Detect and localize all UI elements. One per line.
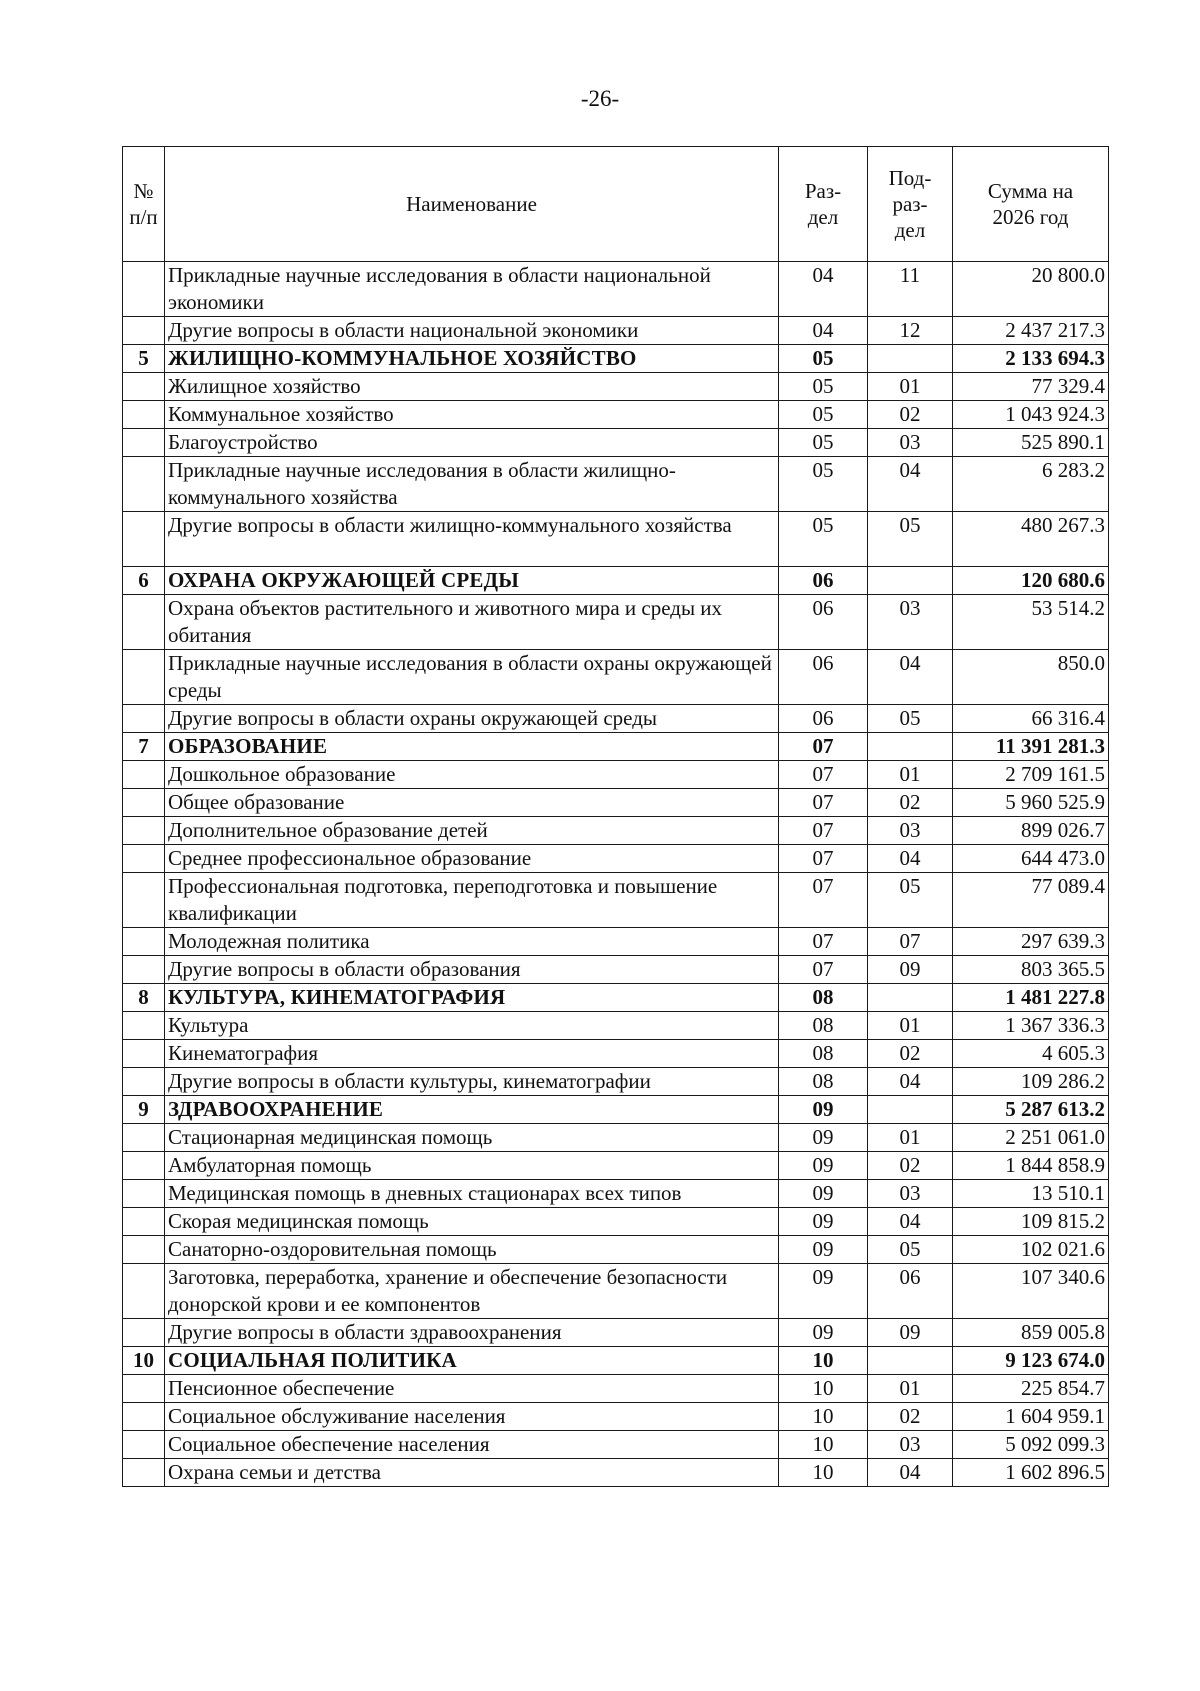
row-name-cell: Дошкольное образование (165, 761, 779, 789)
row-section-cell: 09 (779, 1319, 868, 1347)
row-name-cell: Прикладные научные исследования в области жилищно-коммунального хозяйства (165, 457, 779, 512)
row-number-cell (123, 650, 165, 705)
row-name-cell: Прикладные научные исследования в области национальной экономики (165, 262, 779, 317)
row-number-cell (123, 705, 165, 733)
row-sum-cell: 13 510.1 (953, 1180, 1109, 1208)
row-sum-cell: 4 605.3 (953, 1040, 1109, 1068)
row-name-cell: Кинематография (165, 1040, 779, 1068)
row-number-cell (123, 845, 165, 873)
row-section-cell: 09 (779, 1152, 868, 1180)
row-number-cell (123, 1236, 165, 1264)
header-num: № п/п (123, 147, 165, 262)
row-number-cell: 5 (123, 345, 165, 373)
row-section-cell: 08 (779, 1040, 868, 1068)
row-number-cell (123, 1152, 165, 1180)
row-subsection-cell (868, 567, 953, 595)
table-row (123, 845, 1109, 873)
row-section-cell: 06 (779, 567, 868, 595)
row-sum-cell: 53 514.2 (953, 595, 1109, 650)
row-section-cell: 10 (779, 1375, 868, 1403)
row-subsection-cell: 02 (868, 1403, 953, 1431)
table-row (123, 1431, 1109, 1459)
row-subsection-cell: 02 (868, 789, 953, 817)
row-section-cell: 08 (779, 984, 868, 1012)
row-name-cell: Амбулаторная помощь (165, 1152, 779, 1180)
table-row (123, 789, 1109, 817)
row-name-cell: Благоустройство (165, 429, 779, 457)
row-name-cell: КУЛЬТУРА, КИНЕМАТОГРАФИЯ (165, 984, 779, 1012)
row-sum-cell: 225 854.7 (953, 1375, 1109, 1403)
table-row (123, 1208, 1109, 1236)
row-sum-cell: 120 680.6 (953, 567, 1109, 595)
row-sum-cell: 2 709 161.5 (953, 761, 1109, 789)
row-subsection-cell: 12 (868, 317, 953, 345)
budget-table (122, 146, 1109, 1487)
row-section-cell: 05 (779, 345, 868, 373)
row-subsection-cell: 03 (868, 595, 953, 650)
row-name-cell: Профессиональная подготовка, переподготовка и повышение квалификации (165, 873, 779, 928)
row-sum-cell: 109 286.2 (953, 1068, 1109, 1096)
row-sum-cell: 297 639.3 (953, 928, 1109, 956)
row-sum-cell: 644 473.0 (953, 845, 1109, 873)
row-section-cell: 06 (779, 650, 868, 705)
row-sum-cell: 9 123 674.0 (953, 1347, 1109, 1375)
row-number-cell (123, 317, 165, 345)
row-sum-cell: 2 251 061.0 (953, 1124, 1109, 1152)
row-subsection-cell (868, 345, 953, 373)
row-name-cell: Социальное обслуживание населения (165, 1403, 779, 1431)
row-number-cell: 7 (123, 733, 165, 761)
table-row (123, 1319, 1109, 1347)
row-section-cell: 05 (779, 512, 868, 567)
row-sum-cell: 480 267.3 (953, 512, 1109, 567)
row-section-cell: 07 (779, 928, 868, 956)
row-subsection-cell: 04 (868, 845, 953, 873)
table-row (123, 1459, 1109, 1487)
row-name-cell: ОБРАЗОВАНИЕ (165, 733, 779, 761)
row-name-cell: ЖИЛИЩНО-КОММУНАЛЬНОЕ ХОЗЯЙСТВО (165, 345, 779, 373)
row-number-cell (123, 1264, 165, 1319)
row-subsection-cell: 05 (868, 1236, 953, 1264)
table-row (123, 1068, 1109, 1096)
row-number-cell (123, 1124, 165, 1152)
row-name-cell: Среднее профессиональное образование (165, 845, 779, 873)
row-section-cell: 07 (779, 873, 868, 928)
row-sum-cell: 2 437 217.3 (953, 317, 1109, 345)
row-section-cell: 07 (779, 733, 868, 761)
row-section-cell: 05 (779, 457, 868, 512)
row-number-cell (123, 429, 165, 457)
row-section-cell: 09 (779, 1096, 868, 1124)
row-sum-cell: 77 329.4 (953, 373, 1109, 401)
row-number-cell (123, 401, 165, 429)
table-row (123, 1236, 1109, 1264)
row-name-cell: Социальное обеспечение населения (165, 1431, 779, 1459)
table-row (123, 928, 1109, 956)
row-section-cell: 06 (779, 595, 868, 650)
row-section-cell: 10 (779, 1459, 868, 1487)
row-section-cell: 05 (779, 401, 868, 429)
row-number-cell (123, 928, 165, 956)
section-row (123, 1347, 1109, 1375)
row-name-cell: Охрана объектов растительного и животного мира и среды их обитания (165, 595, 779, 650)
row-sum-cell: 899 026.7 (953, 817, 1109, 845)
row-section-cell: 09 (779, 1208, 868, 1236)
row-section-cell: 10 (779, 1403, 868, 1431)
table-row (123, 401, 1109, 429)
page-number: -26- (580, 86, 620, 111)
row-section-cell: 05 (779, 373, 868, 401)
table-row (123, 650, 1109, 705)
row-sum-cell: 1 604 959.1 (953, 1403, 1109, 1431)
row-name-cell: Другие вопросы в области жилищно-коммунального хозяйства (165, 512, 779, 567)
header-subsection: Под- раз- дел (868, 147, 953, 262)
row-name-cell: Культура (165, 1012, 779, 1040)
row-section-cell: 05 (779, 429, 868, 457)
table-row (123, 1264, 1109, 1319)
row-subsection-cell: 11 (868, 262, 953, 317)
row-number-cell (123, 1375, 165, 1403)
table-row (123, 373, 1109, 401)
row-name-cell: Другие вопросы в области здравоохранения (165, 1319, 779, 1347)
header-section: Раз- дел (779, 147, 868, 262)
row-subsection-cell: 04 (868, 1208, 953, 1236)
row-sum-cell: 66 316.4 (953, 705, 1109, 733)
table-header-row (123, 147, 1109, 262)
table-row (123, 1040, 1109, 1068)
row-subsection-cell: 04 (868, 650, 953, 705)
row-section-cell: 09 (779, 1124, 868, 1152)
row-section-cell: 08 (779, 1068, 868, 1096)
row-name-cell: Санаторно-оздоровительная помощь (165, 1236, 779, 1264)
row-subsection-cell: 01 (868, 761, 953, 789)
row-subsection-cell: 01 (868, 373, 953, 401)
row-section-cell: 06 (779, 705, 868, 733)
row-sum-cell: 107 340.6 (953, 1264, 1109, 1319)
section-row (123, 567, 1109, 595)
row-sum-cell: 1 602 896.5 (953, 1459, 1109, 1487)
row-section-cell: 07 (779, 761, 868, 789)
row-subsection-cell: 03 (868, 429, 953, 457)
table-row (123, 873, 1109, 928)
row-name-cell: Молодежная политика (165, 928, 779, 956)
table-row (123, 705, 1109, 733)
row-number-cell (123, 1459, 165, 1487)
row-subsection-cell: 03 (868, 1431, 953, 1459)
row-subsection-cell (868, 1347, 953, 1375)
row-subsection-cell: 07 (868, 928, 953, 956)
row-number-cell (123, 1012, 165, 1040)
table-row (123, 956, 1109, 984)
section-row (123, 1096, 1109, 1124)
row-number-cell (123, 1040, 165, 1068)
row-number-cell: 9 (123, 1096, 165, 1124)
row-sum-cell: 1 367 336.3 (953, 1012, 1109, 1040)
row-sum-cell: 1 844 858.9 (953, 1152, 1109, 1180)
row-subsection-cell: 02 (868, 401, 953, 429)
table-row (123, 317, 1109, 345)
row-subsection-cell: 01 (868, 1124, 953, 1152)
table-row (123, 429, 1109, 457)
row-sum-cell: 5 092 099.3 (953, 1431, 1109, 1459)
table-body (123, 262, 1109, 1487)
table-row (123, 1152, 1109, 1180)
table-row (123, 817, 1109, 845)
row-subsection-cell: 05 (868, 873, 953, 928)
table-row (123, 1124, 1109, 1152)
row-name-cell: СОЦИАЛЬНАЯ ПОЛИТИКА (165, 1347, 779, 1375)
row-section-cell: 07 (779, 845, 868, 873)
row-sum-cell: 20 800.0 (953, 262, 1109, 317)
row-name-cell: Стационарная медицинская помощь (165, 1124, 779, 1152)
row-sum-cell: 1 043 924.3 (953, 401, 1109, 429)
row-sum-cell: 5 287 613.2 (953, 1096, 1109, 1124)
row-section-cell: 04 (779, 262, 868, 317)
row-sum-cell: 109 815.2 (953, 1208, 1109, 1236)
row-section-cell: 04 (779, 317, 868, 345)
row-subsection-cell: 05 (868, 512, 953, 567)
row-name-cell: Охрана семьи и детства (165, 1459, 779, 1487)
section-row (123, 733, 1109, 761)
row-section-cell: 10 (779, 1431, 868, 1459)
table-row (123, 1375, 1109, 1403)
row-subsection-cell: 02 (868, 1040, 953, 1068)
row-name-cell: Медицинская помощь в дневных стационарах всех типов (165, 1180, 779, 1208)
row-name-cell: Общее образование (165, 789, 779, 817)
row-name-cell: Другие вопросы в области культуры, кинематографии (165, 1068, 779, 1096)
row-name-cell: Прикладные научные исследования в области охраны окружающей среды (165, 650, 779, 705)
row-sum-cell: 102 021.6 (953, 1236, 1109, 1264)
row-number-cell (123, 873, 165, 928)
row-name-cell: ОХРАНА ОКРУЖАЮЩЕЙ СРЕДЫ (165, 567, 779, 595)
table-row (123, 457, 1109, 512)
row-number-cell: 8 (123, 984, 165, 1012)
row-name-cell: Другие вопросы в области образования (165, 956, 779, 984)
row-name-cell: Скорая медицинская помощь (165, 1208, 779, 1236)
section-row (123, 345, 1109, 373)
table-row (123, 1403, 1109, 1431)
table-row (123, 761, 1109, 789)
row-subsection-cell: 01 (868, 1012, 953, 1040)
row-name-cell: Коммунальное хозяйство (165, 401, 779, 429)
row-subsection-cell: 01 (868, 1375, 953, 1403)
row-subsection-cell (868, 984, 953, 1012)
table-row (123, 595, 1109, 650)
table-row (123, 1012, 1109, 1040)
header-sum: Сумма на 2026 год (953, 147, 1109, 262)
table-row (123, 1180, 1109, 1208)
row-subsection-cell: 03 (868, 1180, 953, 1208)
row-subsection-cell: 03 (868, 817, 953, 845)
row-name-cell: Дополнительное образование детей (165, 817, 779, 845)
row-number-cell (123, 956, 165, 984)
row-sum-cell: 525 890.1 (953, 429, 1109, 457)
row-sum-cell: 77 089.4 (953, 873, 1109, 928)
row-subsection-cell: 05 (868, 705, 953, 733)
row-subsection-cell: 06 (868, 1264, 953, 1319)
row-number-cell: 6 (123, 567, 165, 595)
row-sum-cell: 2 133 694.3 (953, 345, 1109, 373)
header-name: Наименование (165, 147, 779, 262)
row-section-cell: 09 (779, 1180, 868, 1208)
row-number-cell (123, 262, 165, 317)
row-number-cell (123, 373, 165, 401)
row-section-cell: 10 (779, 1347, 868, 1375)
row-sum-cell: 850.0 (953, 650, 1109, 705)
row-section-cell: 07 (779, 817, 868, 845)
row-name-cell: Заготовка, переработка, хранение и обеспечение безопасности донорской крови и ее компонентов (165, 1264, 779, 1319)
row-sum-cell: 5 960 525.9 (953, 789, 1109, 817)
row-subsection-cell: 04 (868, 457, 953, 512)
row-name-cell: ЗДРАВООХРАНЕНИЕ (165, 1096, 779, 1124)
row-sum-cell: 6 283.2 (953, 457, 1109, 512)
row-sum-cell: 1 481 227.8 (953, 984, 1109, 1012)
row-number-cell (123, 1431, 165, 1459)
section-row (123, 984, 1109, 1012)
row-sum-cell: 11 391 281.3 (953, 733, 1109, 761)
row-section-cell: 07 (779, 789, 868, 817)
row-subsection-cell: 04 (868, 1459, 953, 1487)
row-number-cell (123, 1319, 165, 1347)
row-sum-cell: 859 005.8 (953, 1319, 1109, 1347)
row-subsection-cell: 04 (868, 1068, 953, 1096)
row-number-cell (123, 789, 165, 817)
row-subsection-cell (868, 733, 953, 761)
row-number-cell (123, 1068, 165, 1096)
row-name-cell: Другие вопросы в области охраны окружающей среды (165, 705, 779, 733)
row-number-cell: 10 (123, 1347, 165, 1375)
row-subsection-cell: 09 (868, 1319, 953, 1347)
row-section-cell: 09 (779, 1236, 868, 1264)
row-section-cell: 07 (779, 956, 868, 984)
row-number-cell (123, 595, 165, 650)
row-subsection-cell: 09 (868, 956, 953, 984)
row-number-cell (123, 817, 165, 845)
row-sum-cell: 803 365.5 (953, 956, 1109, 984)
row-number-cell (123, 1403, 165, 1431)
row-number-cell (123, 512, 165, 567)
row-name-cell: Пенсионное обеспечение (165, 1375, 779, 1403)
row-subsection-cell (868, 1096, 953, 1124)
row-number-cell (123, 761, 165, 789)
row-section-cell: 08 (779, 1012, 868, 1040)
table-row (123, 262, 1109, 317)
row-number-cell (123, 1180, 165, 1208)
table-row (123, 512, 1109, 567)
row-name-cell: Жилищное хозяйство (165, 373, 779, 401)
row-number-cell (123, 1208, 165, 1236)
row-number-cell (123, 457, 165, 512)
row-name-cell: Другие вопросы в области национальной экономики (165, 317, 779, 345)
row-subsection-cell: 02 (868, 1152, 953, 1180)
row-section-cell: 09 (779, 1264, 868, 1319)
